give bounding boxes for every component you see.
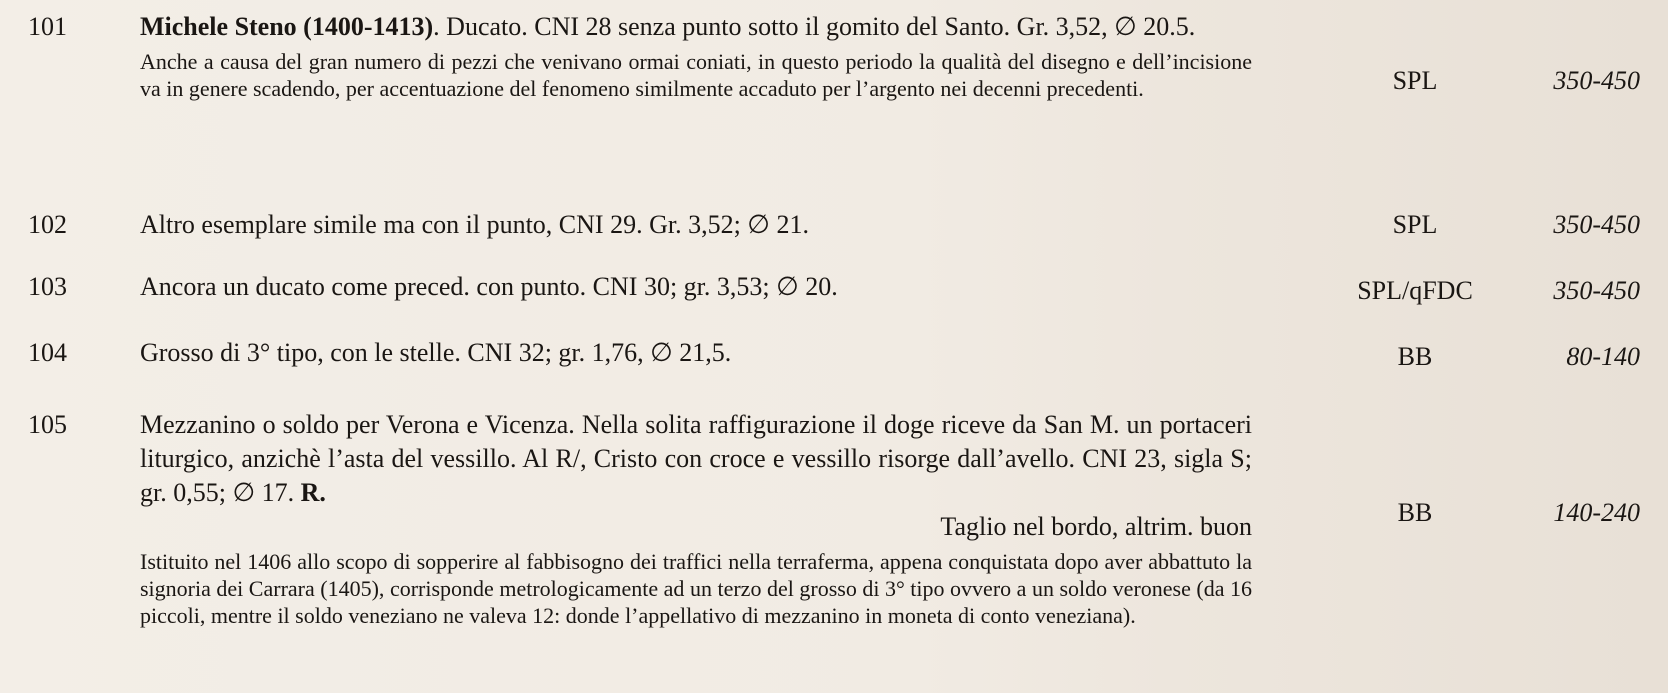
lot-body [140,408,1252,629]
lot-number: 101 [28,12,67,41]
lot-title: Michele Steno (1400-1413) [140,12,434,41]
lot-description-text: Mezzanino o soldo per Verona e Vicenza. Nella solita raffigurazione il doge riceve da San M. un portaceri liturgico, anzichè l’asta del vessillo. Al R/, Cristo con croce e vessillo risorge dall’avello. CNI 23, sigla S; gr. 0,55; ∅ 17. [140,410,1252,507]
lot-body [140,10,1252,102]
lot-number: 103 [28,272,67,301]
lot-note: Istituito nel 1406 allo scopo di sopperire al fabbisogno dei traffici nella terraferma, appena conquistata dopo aver abbattuto la signoria dei Carrara (1405), corrisponde metrologicamente ad un terzo del grosso di 3° tipo ovvero a un soldo veronese (da 16 piccoli, mentre il soldo veneziano ne valeva 12: donde l’appellativo di mezzanino in moneta di conto veneziana). [140,549,1252,628]
lot-description: Altro esemplare simile ma con il punto, CNI 29. Gr. 3,52; ∅ 21. [140,210,809,239]
lot-grade: SPL [1392,210,1438,239]
lot-description: Ancora un ducato come preced. con punto. CNI 30; gr. 3,53; ∅ 20. [140,272,838,301]
lot-grade: BB [1397,498,1433,527]
lot-number: 102 [28,210,67,239]
lot-description-text: . Ducato. CNI 28 senza punto sotto il gomito del Santo. Gr. 3,52, ∅ 20.5. [433,12,1196,41]
rarity-mark: R. [300,478,326,507]
lot-body [140,270,1252,304]
lot-note: Anche a causa del gran numero di pezzi che venivano ormai coniati, in questo periodo la qualità del disegno e dell’incisione va in genere scadendo, per accentuazione del fenomeno similmente accaduto per l’argento nei decenni precedenti. [140,49,1252,101]
lot-estimate: 350-450 [1553,66,1640,95]
lot-estimate: 80-140 [1566,342,1640,371]
lot-description [140,10,1252,44]
lot-grade: SPL/qFDC [1357,276,1473,305]
lot-grade: SPL [1392,66,1438,95]
lot-grade: BB [1397,342,1433,371]
lot-estimate: 350-450 [1553,276,1640,305]
lot-number: 105 [28,410,67,439]
lot-number: 104 [28,338,67,367]
lot-description [140,408,1252,510]
lot-estimate: 350-450 [1553,210,1640,239]
lot-body [140,208,1252,242]
lot-estimate: 140-240 [1553,498,1640,527]
condition-note: Taglio nel bordo, altrim. buon [940,512,1252,541]
lot-body [140,336,1252,370]
lot-description: Grosso di 3° tipo, con le stelle. CNI 32; gr. 1,76, ∅ 21,5. [140,338,732,367]
